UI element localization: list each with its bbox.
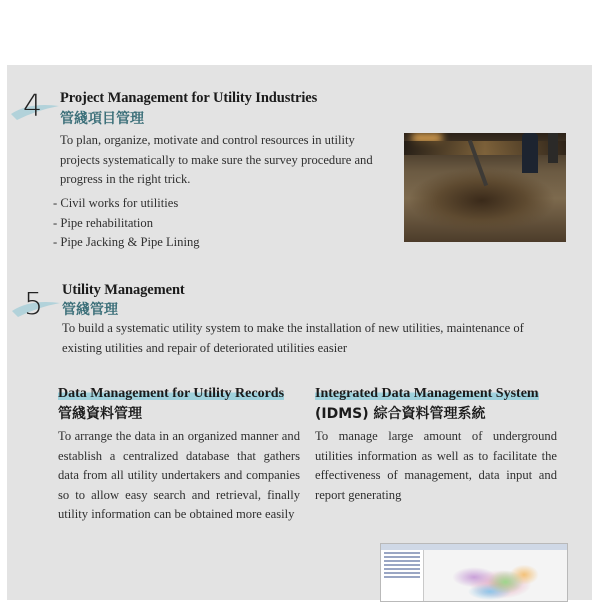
data-management-title-text: Data Management for Utility Records (58, 386, 285, 401)
bullet-item: - Civil works for utilities (53, 196, 179, 210)
data-management-text: To arrange the data in an organized manner and establish a centralized database that gathers data from all utility undertakers and companies so to allow easy search and retrieval, finally utility information can be obtained more easily (58, 429, 300, 522)
section-4-title: Project Management for Utility Industries (60, 90, 318, 106)
data-management-title (58, 386, 284, 402)
utility-works-photo (404, 133, 566, 242)
section-4-description: To plan, organize, motivate and control resources in utility projects systematically to make sure the survey procedure and progress in the right trick. (60, 133, 373, 186)
section-5-description: To build a systematic utility system to make the installation of new utilities, maintenance of existing utilities and repair of deteriorated utilities easier (62, 321, 524, 355)
bullet-item: - Pipe Jacking & Pipe Lining (53, 235, 200, 249)
section-4-number: 4 (23, 89, 43, 124)
idms-title-line2: (IDMS) 綜合資料管理系統 (315, 406, 486, 422)
section-5-title: Utility Management (62, 282, 185, 298)
section-5-title-cn: 管綫管理 (62, 302, 118, 318)
idms-software-screenshot (380, 543, 568, 602)
section-4-title-cn: 管綫項目管理 (60, 111, 144, 127)
idms-title (315, 386, 539, 402)
section-5-number: 5 (24, 287, 44, 322)
bullet-item: - Pipe rehabilitation (53, 215, 154, 230)
idms-title-text: Integrated Data Management System (315, 386, 539, 401)
data-management-title-cn: 管綫資料管理 (58, 406, 142, 422)
idms-text: To manage large amount of underground utilities information as well as to facilitate the effectiveness of management, data input and report generating (315, 429, 557, 502)
section-4-bullet-list (53, 194, 200, 253)
